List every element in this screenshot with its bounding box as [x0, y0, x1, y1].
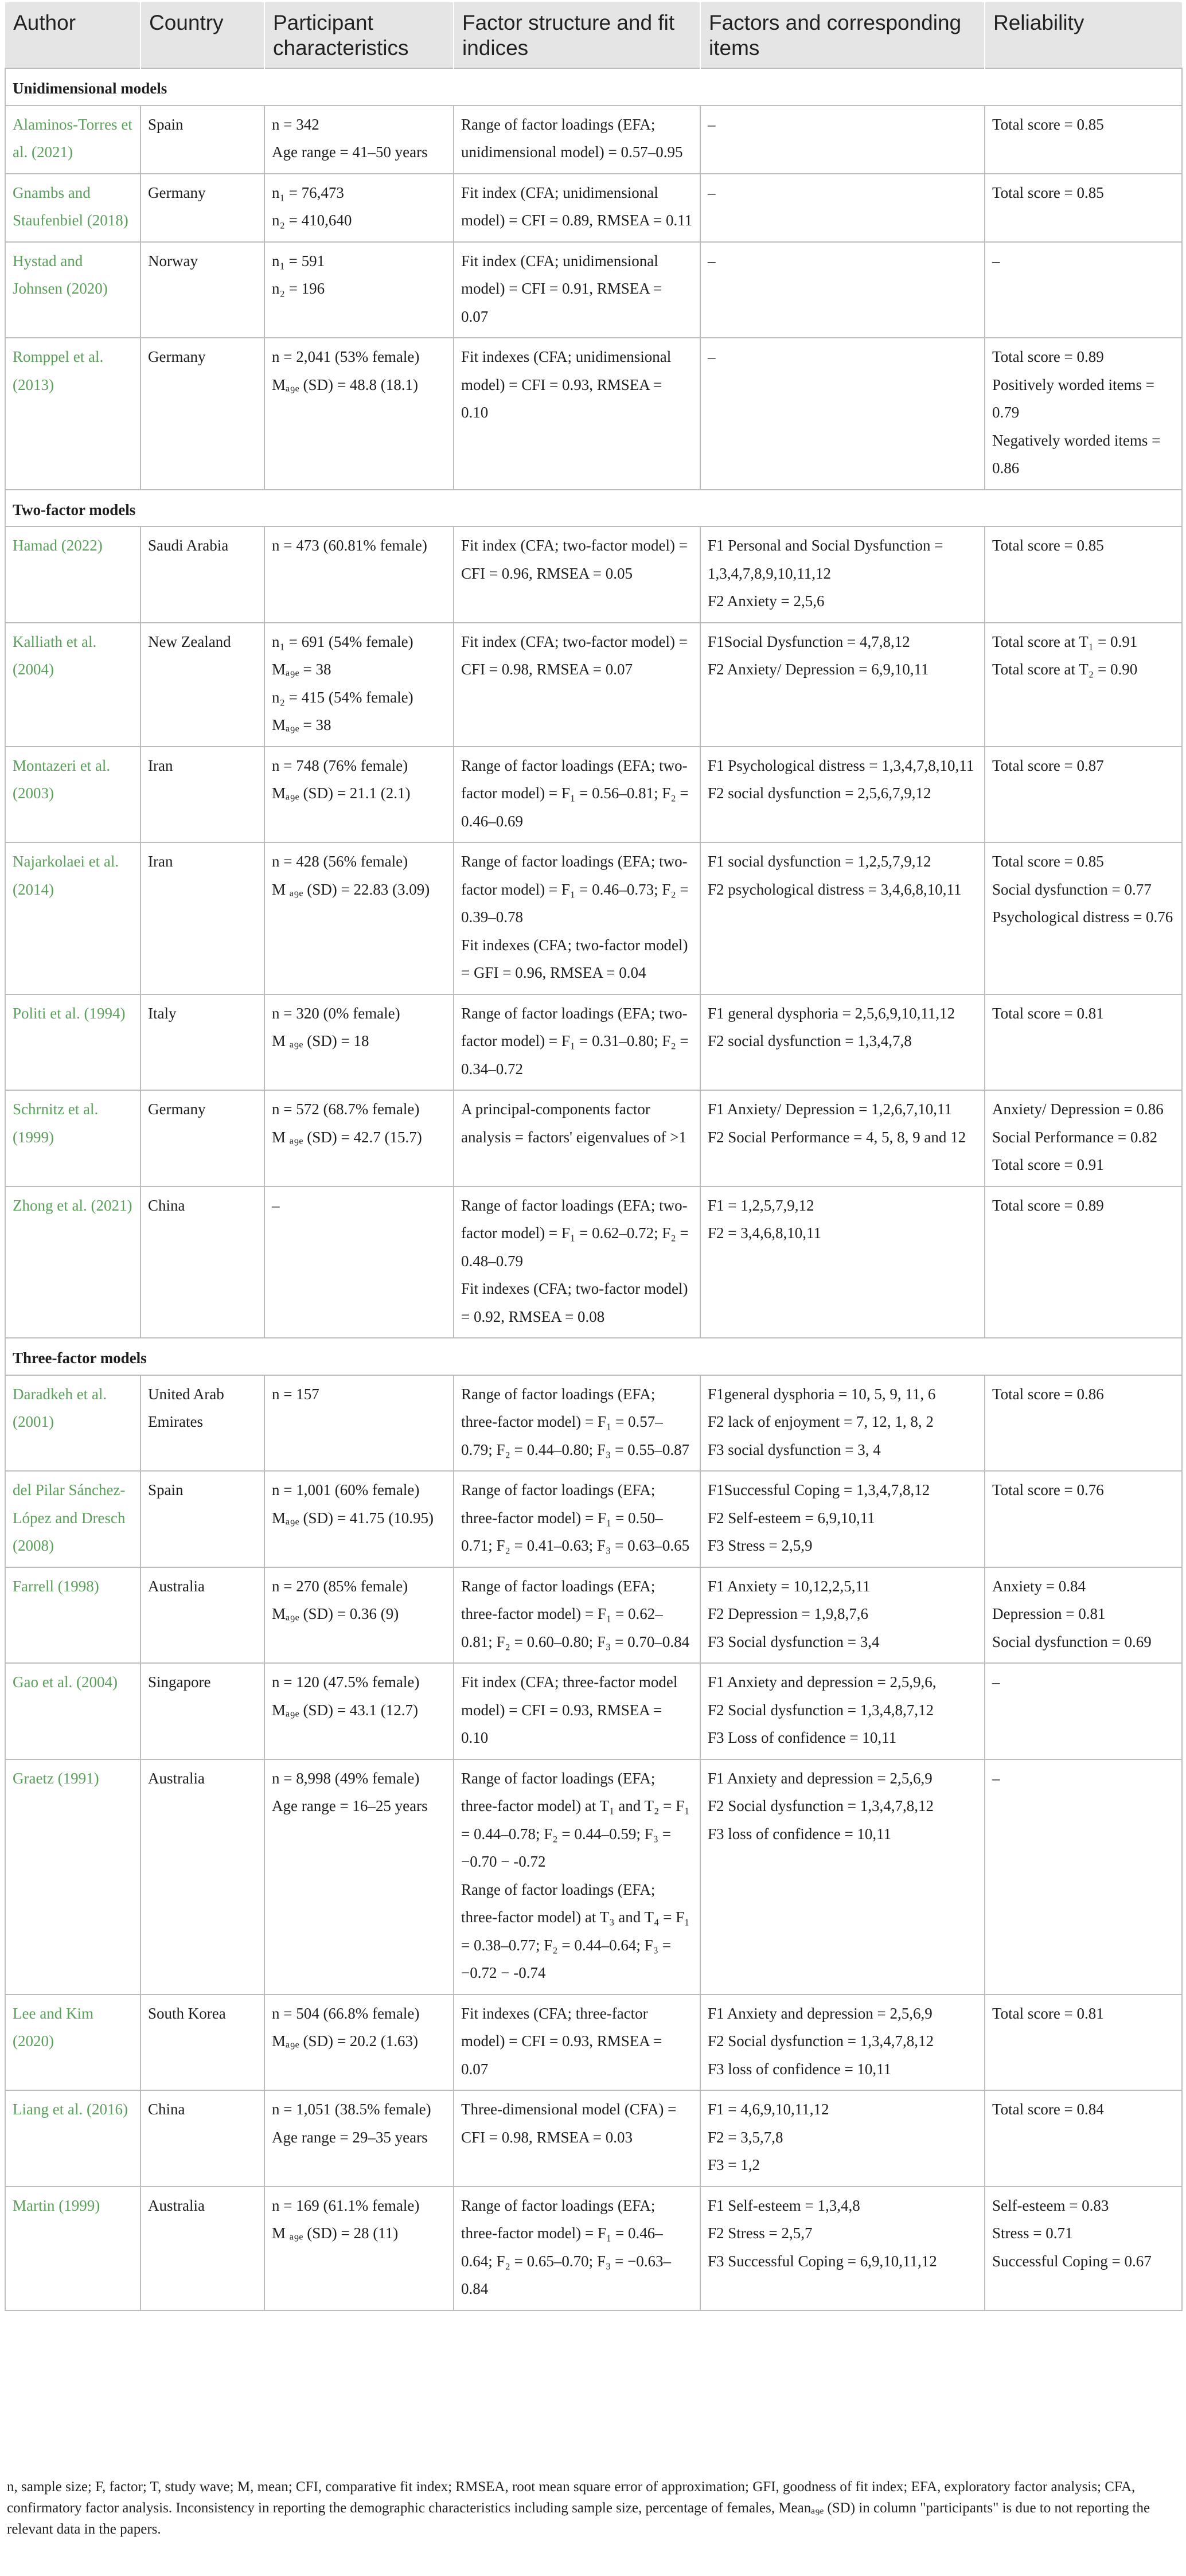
factors-line: F1 Self-esteem = 1,3,4,8: [708, 2196, 860, 2214]
fit-line: Three-dimensional model (CFA) = CFI = 0.98, RMSEA = 0.03: [461, 2101, 677, 2146]
factors-line: F3 social dysfunction = 3, 4: [708, 1441, 881, 1458]
table-header: [5, 2, 1182, 68]
participants-line: n = 2,041 (53% female): [272, 348, 420, 365]
reliability-line: –: [992, 1769, 1000, 1787]
factors-line: F2 Anxiety = 2,5,6: [708, 592, 825, 610]
author-citation-link[interactable]: Liang et al. (2016): [5, 2090, 141, 2187]
reliability-line: Total score = 0.85: [992, 184, 1104, 201]
table-container: [5, 2, 1181, 2311]
reliability-line: Stress = 0.71: [992, 2224, 1073, 2242]
country-cell: Saudi Arabia: [141, 526, 264, 623]
table-row: [5, 747, 1182, 843]
country-cell: Singapore: [141, 1663, 264, 1759]
factors-line: F1 Anxiety = 10,12,2,5,11: [708, 1577, 871, 1595]
fit-line: Range of factor loadings (EFA; two-factor model) = F₁ = 0.31–0.80; F₂ = 0.34–0.72: [461, 1004, 689, 1078]
participants-line: M ₐ₉ₑ (SD) = 42.7 (15.7): [272, 1128, 422, 1146]
group-row: [5, 68, 1182, 106]
country-cell: Spain: [141, 106, 264, 174]
participants-cell: [264, 242, 454, 338]
fit-cell: [454, 747, 700, 843]
table-footnote: n, sample size; F, factor; T, study wave; M, mean; CFI, comparative fit index; RMSEA, root mean square error of approximation; GFI, goodness of fit index; EFA, exploratory factor analysis; CFA, confirmatory factor analysis. Inconsistency in reporting the demographic characteristics including sample size, percentage of females, Meanₐ₉ₑ (SD) in column "participants" is due to not reporting the relevant data in the papers.: [7, 2479, 1150, 2537]
factors-line: F3 Successful Coping = 6,9,10,11,12: [708, 2252, 937, 2270]
factors-line: F2 = 3,5,7,8: [708, 2128, 783, 2146]
reliability-cell: [985, 526, 1182, 623]
factors-line: F1 = 1,2,5,7,9,12: [708, 1196, 814, 1214]
fit-line: Range of factor loadings (EFA; two-factor model) = F₁ = 0.62–0.72; F₂ = 0.48–0.79: [461, 1196, 689, 1270]
fit-line: Range of factor loadings (EFA; three-factor model) = F₁ = 0.50–0.71; F₂ = 0.41–0.63; F₃ = 0.63–0.65: [461, 1481, 690, 1554]
table-row: [5, 338, 1182, 490]
factors-line: F1 Personal and Social Dysfunction = 1,3,4,7,8,9,10,11,12: [708, 537, 943, 582]
participants-line: M ₐ₉ₑ (SD) = 28 (11): [272, 2224, 399, 2242]
group-label: Three-factor models: [5, 1338, 1182, 1375]
participants-line: n = 342: [272, 115, 319, 133]
reliability-cell: [985, 623, 1182, 747]
factors-cell: [700, 1567, 985, 1664]
country-cell: China: [141, 1186, 264, 1338]
factors-line: –: [708, 115, 716, 133]
participants-cell: [264, 2090, 454, 2187]
participants-cell: [264, 106, 454, 174]
participants-cell: [264, 747, 454, 843]
participants-cell: [264, 1759, 454, 1995]
participants-cell: [264, 2187, 454, 2310]
participants-line: Mₐ₉ₑ (SD) = 21.1 (2.1): [272, 784, 411, 802]
factors-cell: [700, 1663, 985, 1759]
table-row: [5, 1567, 1182, 1664]
participants-cell: [264, 1663, 454, 1759]
reliability-cell: [985, 1186, 1182, 1338]
author-citation-link[interactable]: Farrell (1998): [5, 1567, 141, 1664]
factors-line: F1general dysphoria = 10, 5, 9, 11, 6: [708, 1385, 936, 1403]
participants-cell: [264, 174, 454, 242]
fit-line: Range of factor loadings (EFA; two-factor model) = F₁ = 0.46–0.73; F₂ = 0.39–0.78: [461, 853, 689, 926]
reliability-line: Total score = 0.81: [992, 1004, 1104, 1022]
country-cell: Germany: [141, 338, 264, 490]
factors-cell: [700, 174, 985, 242]
participants-line: n = 320 (0% female): [272, 1004, 400, 1022]
table-row: [5, 106, 1182, 174]
reliability-cell: [985, 1375, 1182, 1472]
fit-line: Range of factor loadings (EFA; three-factor model) = F₁ = 0.57–0.79; F₂ = 0.44–0.80; F₃ = 0.55–0.87: [461, 1385, 690, 1458]
reliability-line: Social dysfunction = 0.69: [992, 1633, 1152, 1650]
factors-line: F3 Loss of confidence = 10,11: [708, 1729, 897, 1746]
factors-line: F3 loss of confidence = 10,11: [708, 1825, 892, 1843]
country-cell: China: [141, 2090, 264, 2187]
participants-line: n = 473 (60.81% female): [272, 537, 427, 554]
participants-line: n₂ = 410,640: [272, 212, 352, 229]
factors-line: F2 Self-esteem = 6,9,10,11: [708, 1509, 875, 1527]
factors-line: –: [708, 184, 716, 201]
fit-line: Fit index (CFA; two-factor model) = CFI = 0.98, RMSEA = 0.07: [461, 633, 688, 678]
reliability-line: Total score = 0.89: [992, 1196, 1104, 1214]
factors-line: –: [708, 252, 716, 270]
table-row: [5, 1759, 1182, 1995]
author-citation-link[interactable]: Najarkolaei et al. (2014): [5, 842, 141, 994]
participants-line: n = 1,001 (60% female): [272, 1481, 420, 1498]
country-cell: United Arab Emirates: [141, 1375, 264, 1472]
participants-line: n₂ = 196: [272, 280, 325, 297]
factors-cell: [700, 747, 985, 843]
table-body: [5, 68, 1182, 2310]
participants-line: n = 748 (76% female): [272, 756, 408, 774]
factors-line: F2 Stress = 2,5,7: [708, 2224, 813, 2242]
group-row: [5, 490, 1182, 527]
factors-line: F2 = 3,4,6,8,10,11: [708, 1224, 821, 1242]
factors-line: F2 Depression = 1,9,8,7,6: [708, 1605, 868, 1622]
factors-cell: [700, 1759, 985, 1995]
fit-cell: [454, 994, 700, 1091]
fit-line: Range of factor loadings (EFA; three-factor model) = F₁ = 0.46–0.64; F₂ = 0.65–0.70; F₃ = −0.63–0.84: [461, 2196, 672, 2297]
header-row: [5, 2, 1182, 68]
reliability-cell: [985, 106, 1182, 174]
factors-line: F3 Stress = 2,5,9: [708, 1537, 813, 1554]
fit-cell: [454, 1759, 700, 1995]
participants-cell: [264, 338, 454, 490]
author-citation-link[interactable]: Graetz (1991): [5, 1759, 141, 1995]
participants-line: n = 120 (47.5% female): [272, 1673, 420, 1691]
column-header: Author: [5, 2, 141, 68]
reliability-cell: [985, 1471, 1182, 1567]
participants-line: n₁ = 76,473: [272, 184, 344, 201]
reliability-line: Total score = 0.84: [992, 2101, 1104, 2118]
author-citation-link[interactable]: Zhong et al. (2021): [5, 1186, 141, 1338]
participants-cell: [264, 526, 454, 623]
factors-cell: [700, 106, 985, 174]
country-cell: Germany: [141, 1090, 264, 1186]
reliability-line: Total score at T₁ = 0.91: [992, 633, 1138, 650]
factors-line: F1 Anxiety/ Depression = 1,2,6,7,10,11: [708, 1100, 952, 1118]
participants-cell: [264, 1471, 454, 1567]
factors-line: F2 lack of enjoyment = 7, 12, 1, 8, 2: [708, 1413, 934, 1430]
reliability-line: Anxiety/ Depression = 0.86: [992, 1100, 1164, 1118]
fit-cell: [454, 1090, 700, 1186]
reliability-line: Total score = 0.85: [992, 115, 1104, 133]
fit-cell: [454, 338, 700, 490]
participants-line: n = 8,998 (49% female): [272, 1769, 420, 1787]
reliability-cell: [985, 1090, 1182, 1186]
fit-cell: [454, 1995, 700, 2091]
reliability-line: Total score = 0.87: [992, 756, 1104, 774]
fit-cell: [454, 106, 700, 174]
factors-cell: [700, 242, 985, 338]
author-citation-link[interactable]: Hamad (2022): [5, 526, 141, 623]
country-cell: Spain: [141, 1471, 264, 1567]
reliability-cell: [985, 338, 1182, 490]
factors-line: F1 Anxiety and depression = 2,5,6,9: [708, 2004, 933, 2022]
factors-line: F1 general dysphoria = 2,5,6,9,10,11,12: [708, 1004, 955, 1022]
participants-line: n = 169 (61.1% female): [272, 2196, 420, 2214]
factors-cell: [700, 623, 985, 747]
country-cell: Australia: [141, 1759, 264, 1995]
reliability-line: Anxiety = 0.84: [992, 1577, 1086, 1595]
participants-line: Mₐ₉ₑ (SD) = 43.1 (12.7): [272, 1701, 418, 1719]
author-citation-link[interactable]: Hystad and Johnsen (2020): [5, 242, 141, 338]
table-row: [5, 242, 1182, 338]
country-cell: Australia: [141, 1567, 264, 1664]
country-cell: Australia: [141, 2187, 264, 2310]
author-citation-link[interactable]: Alaminos-Torres et al. (2021): [5, 106, 141, 174]
fit-line: Range of factor loadings (EFA; unidimensional model) = 0.57–0.95: [461, 115, 683, 161]
factors-line: F3 = 1,2: [708, 2156, 760, 2173]
fit-line: Range of factor loadings (EFA; three-factor model) at T₃ and T₄ = F₁ = 0.38–0.77; F₂ = 0.44–0.64; F₃ = −0.72 − -0.74: [461, 1880, 690, 1981]
factors-line: F3 Social dysfunction = 3,4: [708, 1633, 880, 1650]
fit-line: Fit indexes (CFA; three-factor model) = CFI = 0.93, RMSEA = 0.07: [461, 2004, 662, 2078]
participants-line: n₂ = 415 (54% female): [272, 688, 413, 706]
participants-line: n = 157: [272, 1385, 319, 1403]
table-row: [5, 1090, 1182, 1186]
participants-line: –: [272, 1196, 280, 1214]
fit-cell: [454, 1663, 700, 1759]
column-header: Country: [141, 2, 264, 68]
fit-cell: [454, 1471, 700, 1567]
table-row: [5, 1471, 1182, 1567]
country-cell: Italy: [141, 994, 264, 1091]
gh12-factor-structure-table: [5, 2, 1183, 2311]
factors-line: F2 psychological distress = 3,4,6,8,10,11: [708, 880, 962, 898]
table-row: [5, 526, 1182, 623]
reliability-line: Positively worded items = 0.79: [992, 376, 1154, 421]
country-cell: Iran: [141, 842, 264, 994]
factors-cell: [700, 1186, 985, 1338]
reliability-cell: [985, 174, 1182, 242]
factors-line: F2 social dysfunction = 2,5,6,7,9,12: [708, 784, 931, 802]
fit-cell: [454, 842, 700, 994]
fit-line: Fit indexes (CFA; two-factor model) = 0.92, RMSEA = 0.08: [461, 1280, 688, 1325]
reliability-cell: [985, 1759, 1182, 1995]
participants-line: M ₐ₉ₑ (SD) = 22.83 (3.09): [272, 880, 430, 898]
table-row: [5, 842, 1182, 994]
author-citation-link[interactable]: Romppel et al. (2013): [5, 338, 141, 490]
author-citation-link[interactable]: Gnambs and Staufenbiel (2018): [5, 174, 141, 242]
fit-cell: [454, 1375, 700, 1472]
factors-line: –: [708, 348, 716, 365]
country-cell: Norway: [141, 242, 264, 338]
factors-line: F1 Anxiety and depression = 2,5,9,6,: [708, 1673, 937, 1691]
participants-line: n = 572 (68.7% female): [272, 1100, 420, 1118]
participants-line: Age range = 16–25 years: [272, 1797, 428, 1814]
factors-line: F1Social Dysfunction = 4,7,8,12: [708, 633, 910, 650]
participants-line: Age range = 29–35 years: [272, 2128, 428, 2146]
factors-line: F2 social dysfunction = 1,3,4,7,8: [708, 1032, 912, 1049]
participants-line: Age range = 41–50 years: [272, 143, 428, 161]
fit-cell: [454, 2187, 700, 2310]
reliability-cell: [985, 1995, 1182, 2091]
participants-cell: [264, 1995, 454, 2091]
author-citation-link[interactable]: Martin (1999): [5, 2187, 141, 2310]
fit-line: Fit index (CFA; two-factor model) = CFI = 0.96, RMSEA = 0.05: [461, 537, 688, 582]
fit-cell: [454, 174, 700, 242]
group-row: [5, 1338, 1182, 1375]
fit-line: Range of factor loadings (EFA; two-factor model) = F₁ = 0.56–0.81; F₂ = 0.46–0.69: [461, 756, 689, 830]
factors-cell: [700, 1375, 985, 1472]
factors-line: F2 Social dysfunction = 1,3,4,7,8,12: [708, 2032, 934, 2050]
reliability-line: Total score = 0.89: [992, 348, 1104, 365]
participants-cell: [264, 842, 454, 994]
fit-cell: [454, 1567, 700, 1664]
factors-cell: [700, 1471, 985, 1567]
reliability-line: Total score = 0.81: [992, 2004, 1104, 2022]
factors-line: F1Successful Coping = 1,3,4,7,8,12: [708, 1481, 930, 1498]
reliability-line: Psychological distress = 0.76: [992, 908, 1173, 926]
reliability-line: Self-esteem = 0.83: [992, 2196, 1109, 2214]
country-cell: South Korea: [141, 1995, 264, 2091]
participants-line: Mₐ₉ₑ (SD) = 20.2 (1.63): [272, 2032, 418, 2050]
author-citation-link[interactable]: del Pilar Sánchez-López and Dresch (2008): [5, 1471, 141, 1567]
participants-line: Mₐ₉ₑ (SD) = 48.8 (18.1): [272, 376, 418, 393]
author-citation-link[interactable]: Gao et al. (2004): [5, 1663, 141, 1759]
factors-cell: [700, 526, 985, 623]
country-cell: Iran: [141, 747, 264, 843]
reliability-line: Total score = 0.76: [992, 1481, 1104, 1498]
participants-line: Mₐ₉ₑ = 38: [272, 661, 331, 678]
table-row: [5, 1186, 1182, 1338]
fit-line: Fit indexes (CFA; unidimensional model) = CFI = 0.93, RMSEA = 0.10: [461, 348, 672, 421]
reliability-line: Total score = 0.86: [992, 1385, 1104, 1403]
reliability-cell: [985, 1567, 1182, 1664]
reliability-line: Total score at T₂ = 0.90: [992, 661, 1138, 678]
reliability-line: Social Performance = 0.82: [992, 1128, 1158, 1146]
reliability-line: Depression = 0.81: [992, 1605, 1106, 1622]
participants-cell: [264, 1186, 454, 1338]
table-row: [5, 623, 1182, 747]
participants-cell: [264, 1567, 454, 1664]
fit-line: Range of factor loadings (EFA; three-factor model) = F₁ = 0.62–0.81; F₂ = 0.60–0.80; F₃ = 0.70–0.84: [461, 1577, 690, 1650]
factors-line: F3 loss of confidence = 10,11: [708, 2060, 892, 2078]
participants-line: n₁ = 591: [272, 252, 325, 270]
participants-cell: [264, 1090, 454, 1186]
factors-line: F2 Anxiety/ Depression = 6,9,10,11: [708, 661, 929, 678]
participants-line: n = 428 (56% female): [272, 853, 408, 870]
reliability-cell: [985, 2090, 1182, 2187]
fit-cell: [454, 623, 700, 747]
reliability-cell: [985, 842, 1182, 994]
factors-line: F2 Social Performance = 4, 5, 8, 9 and 12: [708, 1128, 966, 1146]
participants-line: M ₐ₉ₑ (SD) = 18: [272, 1032, 369, 1049]
reliability-line: –: [992, 252, 1000, 270]
factors-cell: [700, 842, 985, 994]
reliability-line: Negatively worded items = 0.86: [992, 431, 1161, 477]
author-citation-link[interactable]: Schrnitz et al. (1999): [5, 1090, 141, 1186]
participants-line: n = 270 (85% female): [272, 1577, 408, 1595]
factors-line: F2 Social dysfunction = 1,3,4,8,7,12: [708, 1701, 934, 1719]
factors-cell: [700, 1090, 985, 1186]
table-row: [5, 1375, 1182, 1472]
reliability-line: –: [992, 1673, 1000, 1691]
column-header: Factor structure and fit indices: [454, 2, 700, 68]
fit-cell: [454, 242, 700, 338]
column-header: Reliability: [985, 2, 1182, 68]
reliability-cell: [985, 2187, 1182, 2310]
column-header: Participant characteristics: [264, 2, 454, 68]
participants-line: n = 504 (66.8% female): [272, 2004, 420, 2022]
factors-cell: [700, 338, 985, 490]
author-citation-link[interactable]: Kalliath et al. (2004): [5, 623, 141, 747]
reliability-cell: [985, 747, 1182, 843]
table-row: [5, 1663, 1182, 1759]
reliability-line: Total score = 0.91: [992, 1156, 1104, 1173]
author-citation-link[interactable]: Montazeri et al. (2003): [5, 747, 141, 843]
participants-line: Mₐ₉ₑ = 38: [272, 716, 331, 733]
factors-cell: [700, 2187, 985, 2310]
factors-cell: [700, 1995, 985, 2091]
participants-cell: [264, 623, 454, 747]
table-row: [5, 174, 1182, 242]
factors-line: F2 Social dysfunction = 1,3,4,7,8,12: [708, 1797, 934, 1814]
participants-cell: [264, 1375, 454, 1472]
table-row: [5, 2090, 1182, 2187]
fit-line: Fit index (CFA; unidimensional model) = CFI = 0.89, RMSEA = 0.11: [461, 184, 693, 229]
country-cell: New Zealand: [141, 623, 264, 747]
factors-cell: [700, 994, 985, 1091]
fit-cell: [454, 2090, 700, 2187]
factors-line: F1 Psychological distress = 1,3,4,7,8,10,11: [708, 756, 974, 774]
participants-line: Mₐ₉ₑ (SD) = 41.75 (10.95): [272, 1509, 434, 1527]
country-cell: Germany: [141, 174, 264, 242]
fit-cell: [454, 1186, 700, 1338]
author-citation-link[interactable]: Daradkeh et al. (2001): [5, 1375, 141, 1472]
reliability-line: Total score = 0.85: [992, 853, 1104, 870]
table-row: [5, 2187, 1182, 2310]
factors-cell: [700, 2090, 985, 2187]
participants-line: n = 1,051 (38.5% female): [272, 2101, 431, 2118]
participants-cell: [264, 994, 454, 1091]
author-citation-link[interactable]: Politi et al. (1994): [5, 994, 141, 1091]
column-header: Factors and corresponding items: [700, 2, 985, 68]
reliability-cell: [985, 1663, 1182, 1759]
table-row: [5, 1995, 1182, 2091]
fit-line: Fit index (CFA; three-factor model model) = CFI = 0.93, RMSEA = 0.10: [461, 1673, 678, 1746]
group-label: Unidimensional models: [5, 68, 1182, 106]
factors-line: F1 social dysfunction = 1,2,5,7,9,12: [708, 853, 931, 870]
group-label: Two-factor models: [5, 490, 1182, 527]
factors-line: F1 = 4,6,9,10,11,12: [708, 2101, 829, 2118]
reliability-cell: [985, 242, 1182, 338]
fit-line: Range of factor loadings (EFA; three-factor model) at T₁ and T₂ = F₁ = 0.44–0.78; F₂ = 0.44–0.59; F₃ = −0.70 − -0.72: [461, 1769, 690, 1870]
fit-cell: [454, 526, 700, 623]
participants-line: Mₐ₉ₑ (SD) = 0.36 (9): [272, 1605, 399, 1622]
fit-line: Fit index (CFA; unidimensional model) = CFI = 0.91, RMSEA = 0.07: [461, 252, 662, 325]
reliability-line: Total score = 0.85: [992, 537, 1104, 554]
reliability-line: Social dysfunction = 0.77: [992, 880, 1152, 898]
table-row: [5, 994, 1182, 1091]
reliability-cell: [985, 994, 1182, 1091]
fit-line: Fit indexes (CFA; two-factor model) = GFI = 0.96, RMSEA = 0.04: [461, 936, 688, 981]
reliability-line: Successful Coping = 0.67: [992, 2252, 1152, 2270]
author-citation-link[interactable]: Lee and Kim (2020): [5, 1995, 141, 2091]
fit-line: A principal-components factor analysis = factors' eigenvalues of >1: [461, 1100, 686, 1146]
factors-line: F1 Anxiety and depression = 2,5,6,9: [708, 1769, 933, 1787]
participants-line: n₁ = 691 (54% female): [272, 633, 413, 650]
